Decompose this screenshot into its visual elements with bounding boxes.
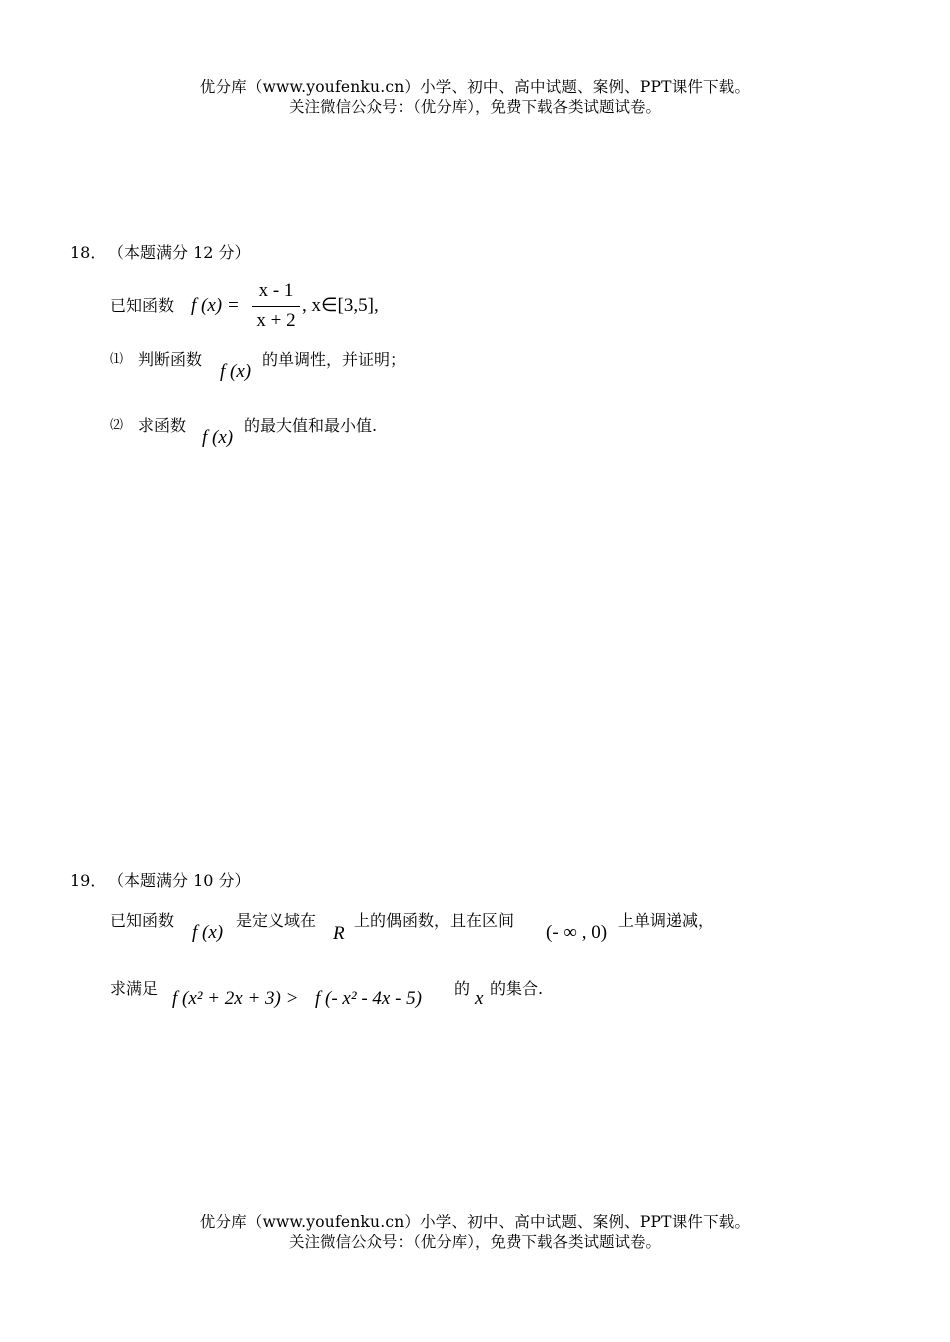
q18-intro: 已知函数 xyxy=(110,296,175,315)
footer-line-1: 优分库（www.youfenku.cn）小学、初中、高中试题、案例、PPT课件下载。 xyxy=(199,1213,751,1231)
q19-set-r-text: R xyxy=(333,923,345,944)
q19-text3: 上单调递减， xyxy=(618,911,715,930)
q19-number: 19． xyxy=(70,871,107,890)
q18-part2-func xyxy=(202,427,233,449)
q18-func-lhs xyxy=(191,295,240,317)
q19-inequality-left xyxy=(172,988,298,1010)
q19-var-x xyxy=(475,988,483,1010)
q18-part1-marker: ⑴ xyxy=(110,352,124,367)
q18-fraction xyxy=(252,280,300,334)
q18-part1-suffix: 的单调性，并证明； xyxy=(262,350,407,369)
q18-part2-prefix: 求函数 xyxy=(138,416,187,435)
q18-part2-marker: ⑵ xyxy=(110,418,124,433)
q19-func-text: f (x) xyxy=(192,922,224,943)
q19-inequality-left-text: f (x² + 2x + 3) > xyxy=(172,988,299,1009)
q19-set-r xyxy=(333,923,345,945)
q18-func-lhs-text: f (x) = xyxy=(191,295,240,316)
q18-numerator: x - 1 xyxy=(258,280,294,301)
q18-fraction-bar xyxy=(252,306,300,307)
q19-var-x-text: x xyxy=(475,988,484,1009)
footer-line-2: 关注微信公众号：（优分库），免费下载各类试题试卷。 xyxy=(288,1233,661,1251)
q19-line2-prefix: 求满足 xyxy=(110,979,159,998)
q18-denominator: x + 2 xyxy=(256,310,296,331)
page-footer xyxy=(0,1212,950,1252)
q18-part1-func xyxy=(220,361,251,383)
q18-part2-func-text: f (x) xyxy=(202,427,234,448)
q18-domain: , x∈[3,5], xyxy=(302,295,379,316)
q19-score: （本题满分 10 分） xyxy=(108,871,251,890)
q19-text5: 的集合. xyxy=(490,979,544,998)
page-header xyxy=(0,77,950,117)
q19-text4: 的 xyxy=(454,979,471,998)
q19-inequality-right-text: f (- x² - 4x - 5) xyxy=(315,988,422,1009)
q18-part1-func-text: f (x) xyxy=(220,361,252,382)
q19-text2: 上的偶函数，且在区间 xyxy=(354,911,515,930)
header-line-1: 优分库（www.youfenku.cn）小学、初中、高中试题、案例、PPT课件下载。 xyxy=(199,78,751,96)
q19-inequality-right xyxy=(315,988,422,1010)
q18-part2-suffix: 的最大值和最小值. xyxy=(244,416,378,435)
q19-intro: 已知函数 xyxy=(110,911,175,930)
q19-func xyxy=(192,922,223,944)
q19-interval: (- ∞ , 0) xyxy=(546,922,608,943)
q19-text1: 是定义域在 xyxy=(236,911,317,930)
q18-number: 18． xyxy=(70,243,107,262)
q18-part1-prefix: 判断函数 xyxy=(138,350,203,369)
q18-score: （本题满分 12 分） xyxy=(108,243,251,262)
header-line-2: 关注微信公众号：（优分库），免费下载各类试题试卷。 xyxy=(288,98,661,116)
